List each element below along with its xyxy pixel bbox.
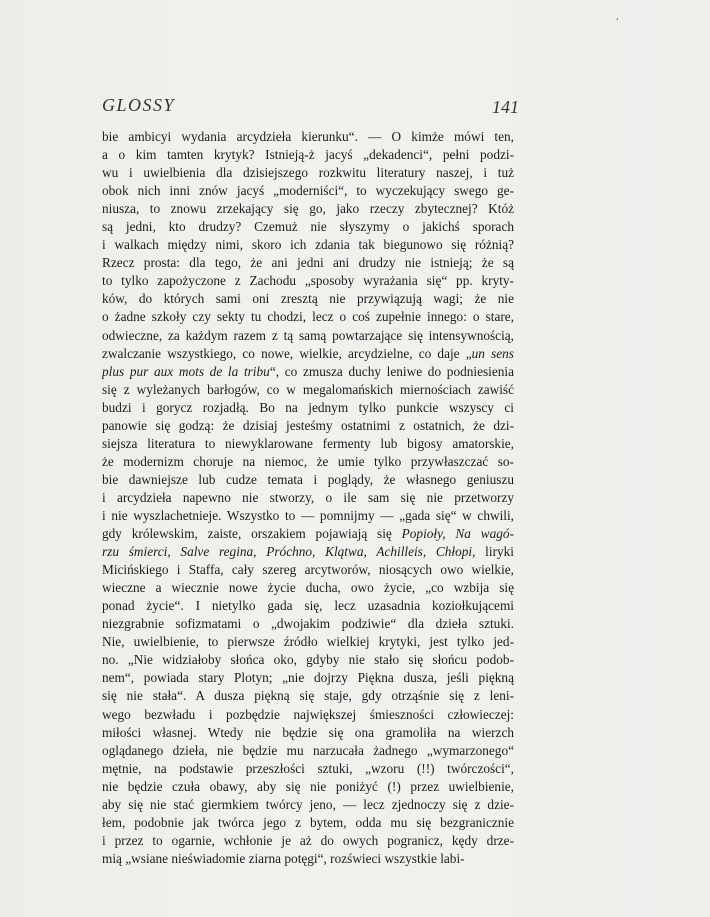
text-segment: łem, podobnie jak twórca jego z bytem, odda mu się bezgranicznie [102, 814, 514, 830]
text-line [102, 218, 514, 236]
text-segment: panowie się godzą: że dzisiaj jesteśmy ostatnimi z ostatnich, że dzi- [102, 417, 514, 433]
text-line [102, 597, 514, 615]
text-line [102, 489, 514, 507]
text-line [102, 850, 514, 868]
text-line [102, 669, 514, 687]
text-line [102, 272, 514, 290]
running-title: GLOSSY [102, 95, 176, 115]
text-segment: aby się nie stać giermkiem twórcy jeno, — lecz zjednoczy się z dzie- [102, 796, 514, 812]
italic-text-segment: plus pur aux mots de la tribu [102, 363, 270, 379]
text-segment: się z wyleżanych barłogów, co w megalomańskich miernościach zawiść [102, 381, 514, 397]
text-line [102, 381, 514, 399]
text-line [102, 651, 514, 669]
text-line [102, 525, 514, 543]
text-line [102, 561, 514, 579]
text-segment: się nie stała“. A dusza piękną się staje, gdy otrząśnie się z leni- [102, 688, 514, 704]
text-line [102, 471, 514, 489]
text-segment: niusza, to znowu zrzekający się go, jako rzeczy zbytecznej? Któż [102, 201, 514, 217]
text-segment: Micińskiego i Staffa, cały szereg arcytworów, niosących owo wielkie, [102, 562, 514, 578]
text-line [102, 579, 514, 597]
text-segment: zwalczanie wszystkiego, co nowe, wielkie, arcydzielne, co daje „ [102, 345, 472, 361]
text-line [102, 796, 514, 814]
text-line [102, 615, 514, 633]
body-text [102, 128, 514, 868]
text-line [102, 507, 514, 525]
italic-text-segment: rzu śmierci, Salve regina, Próchno, Klątwa, Achilleis, Chłopi, [102, 544, 476, 560]
text-line [102, 128, 514, 146]
text-segment: oglądanego dzieła, nie będzie mu narzucała żadnego „wymarzonego“ [102, 742, 514, 758]
text-segment: Rzecz prosta: dla tego, że ani jedni ani drudzy nie istnieją; że są [102, 255, 514, 271]
text-segment: bie dawniejsze lub cudze temata i poglądy, że własnego geniuszu [102, 471, 514, 487]
text-segment: mią „wsiane nieświadomie ziarna potęgi“, rozświeci wszystkie labi- [102, 850, 465, 866]
text-line [102, 724, 514, 742]
text-segment: wu i uwielbienia dla dzisiejszego rozkwitu literatury naszej, i tuż [102, 165, 514, 181]
text-line [102, 543, 514, 561]
text-segment: gdy królewskim, zaiste, orszakiem pojawiają się [102, 526, 402, 542]
text-segment: odwieczne, za każdym razem z tą samą powtarzające się intensywnością, [102, 327, 514, 343]
text-line [102, 778, 514, 796]
text-line [102, 453, 514, 471]
text-segment: wego bezwładu i pozbędzie największej śmieszności człowieczej: [102, 706, 514, 722]
italic-text-segment: Popioły, Na wagó- [401, 526, 514, 542]
text-segment: że modernizm choruje na niemoc, że umie tylko przywłaszczać so- [102, 453, 514, 469]
text-line [102, 182, 514, 200]
text-segment: nie będzie czuła obawy, aby się nie poniżyć (!) przez uwielbienie, [102, 778, 514, 794]
text-segment: Nie, uwielbienie, to pierwsze źródło wielkiej krytyki, jest tylko jed- [102, 634, 514, 650]
text-segment: “, co zmusza duchy leniwe do podniesienia [269, 363, 514, 379]
text-line [102, 687, 514, 705]
page-number: 141 [492, 97, 519, 117]
italic-text-segment: un sens [471, 345, 514, 361]
text-line [102, 742, 514, 760]
text-segment: a o kim tamten krytyk? Istnieją-ż jacyś „dekadenci“, pełni podzi- [102, 147, 514, 163]
text-segment: i arcydzieła napewno nie stworzy, o ile sam się nie przetworzy [102, 489, 514, 505]
text-line [102, 399, 514, 417]
text-line [102, 435, 514, 453]
text-segment: ponad życie“. I nietylko gada się, lecz uzasadnia koziołkującemi [102, 598, 514, 614]
text-segment: o żadne szkoły czy sekty tu chodzi, lecz o coś zupełnie innego: o stare, [102, 309, 514, 325]
text-segment: liryki [475, 544, 514, 560]
text-line [102, 200, 514, 218]
text-line [102, 363, 514, 381]
text-line [102, 417, 514, 435]
text-line [102, 164, 514, 182]
text-line [102, 290, 514, 308]
text-segment: ków, do których sami oni zresztą nie przywiązują wagi; że nie [102, 291, 514, 307]
text-segment: obok nich inni znów jacyś „moderniści“, to wyczekujący swego ge- [102, 183, 514, 199]
text-line [102, 633, 514, 651]
text-segment: bie ambicyi wydania arcydzieła kierunku“. — O kimże mówi ten, [102, 129, 514, 144]
text-segment: to tylko zapożyczone z Zachodu „sposoby wyrażania się“ pp. kryty- [102, 273, 514, 289]
text-line [102, 308, 514, 326]
text-segment: i przez to ogarnie, wchłonie je aż do owych pogranicz, kędy drze- [102, 832, 514, 848]
text-line [102, 832, 514, 850]
text-line [102, 254, 514, 272]
text-segment: niezgrabnie sofizmatami o „dwojakim podziwie“ dla dzieła sztuki. [102, 616, 514, 632]
text-line [102, 146, 514, 164]
text-line [102, 760, 514, 778]
text-segment: i walkach między nimi, skoro ich zdania tak biegunowo się różnią? [102, 237, 514, 253]
text-line [102, 327, 514, 345]
margin-mark: , [616, 12, 619, 22]
text-segment: no. „Nie widziałoby słońca oko, gdyby nie stało się słońcu podob- [102, 652, 514, 668]
text-line [102, 706, 514, 724]
text-line [102, 345, 514, 363]
text-segment: budzi i gorycz rozjadłą. Bo na jednym tylko punkcie wszyscy ci [102, 399, 514, 415]
text-segment: siejsza literatura to niewyklarowane fermenty lub bigosy amatorskie, [102, 435, 514, 451]
text-segment: mętnie, na podstawie przeszłości sztuki, „wzoru (!!) twórczości“, [102, 760, 514, 776]
text-segment: są jedni, kto drudzy? Czemuż nie słyszymy o jakichś sporach [102, 219, 514, 235]
text-segment: miłości własnej. Wtedy nie będzie się ona gramoliła na wierzch [102, 724, 514, 740]
text-segment: nem“, powiada stary Plotyn; „nie dojrzy Piękna dusza, jeśli piękną [102, 670, 514, 686]
text-segment: i nie wyszlachetnieje. Wszystko to — pomnijmy — „gada się“ w chwili, [102, 507, 514, 523]
text-line [102, 236, 514, 254]
text-segment: wieczne a wiecznie nowe życie ducha, owo życie, „co wzbija się [102, 580, 514, 596]
text-line [102, 814, 514, 832]
